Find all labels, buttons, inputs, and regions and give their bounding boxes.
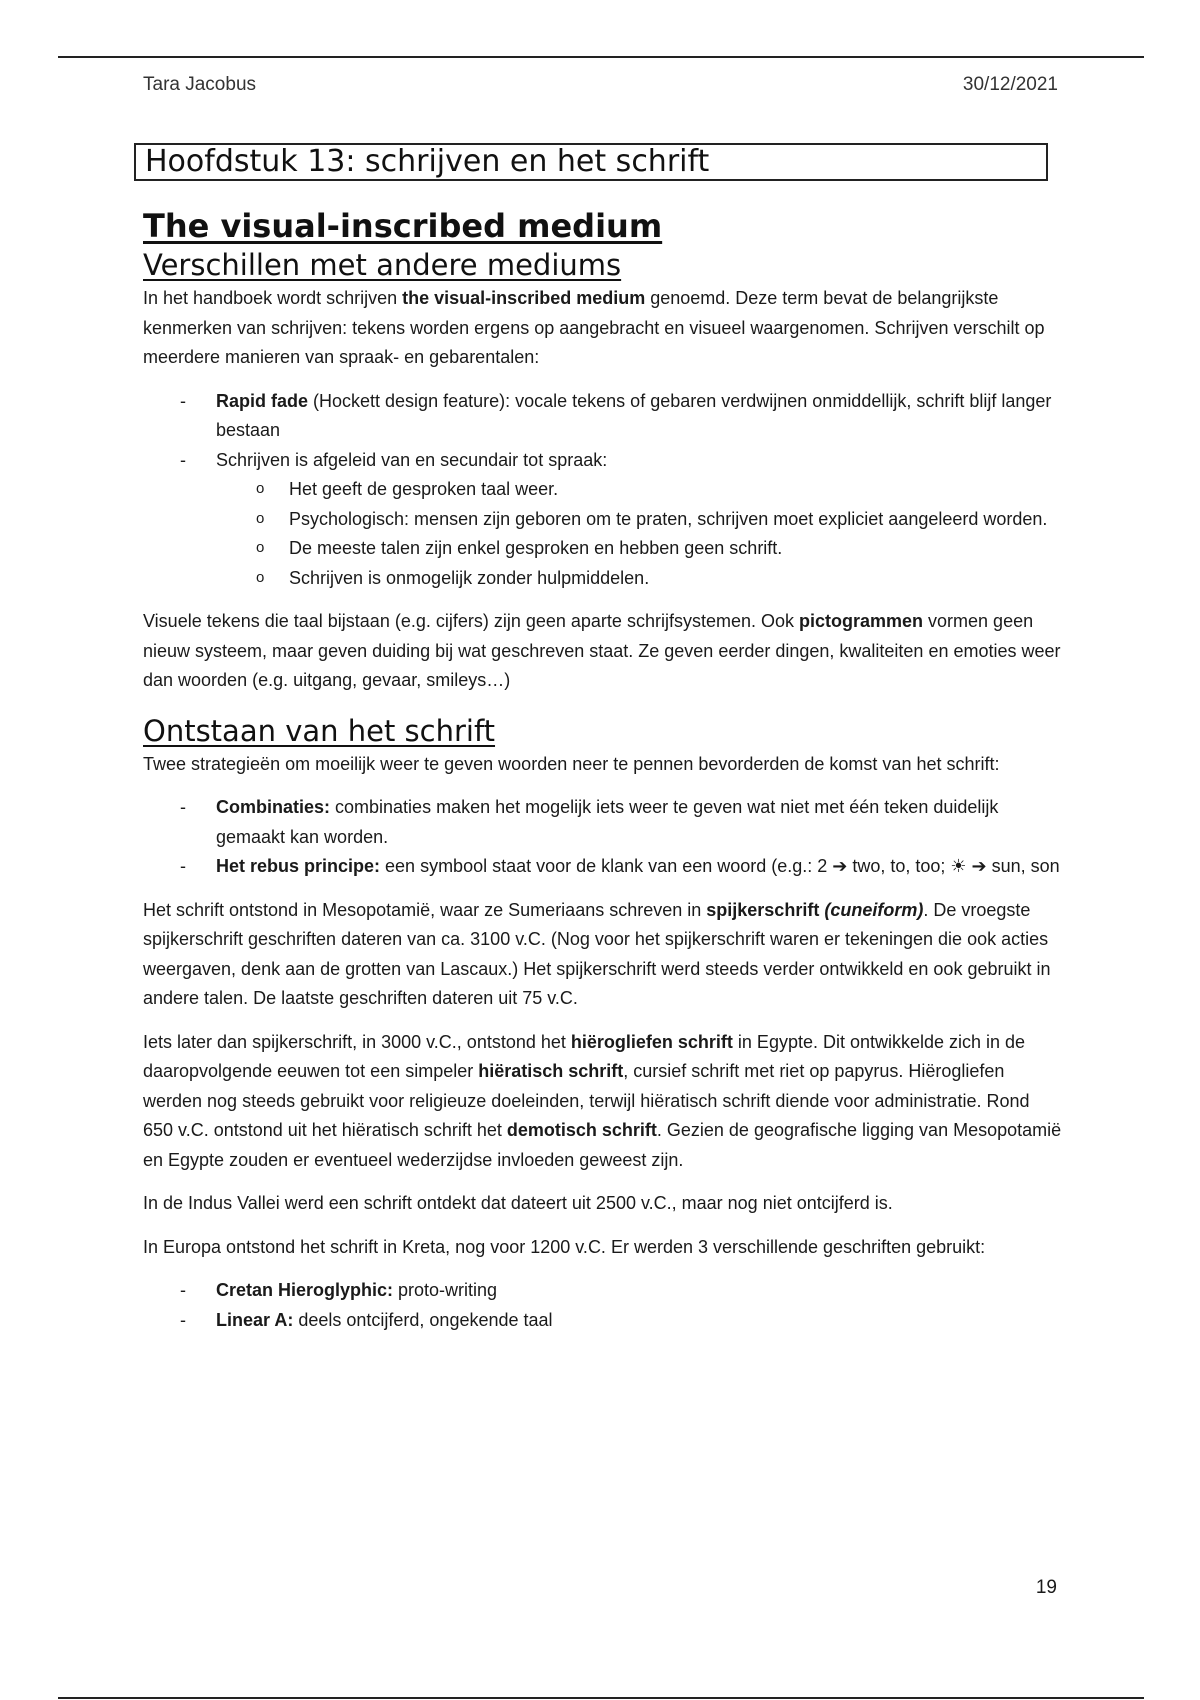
paragraph-europa: In Europa ontstond het schrift in Kreta, nog voor 1200 v.C. Er werden 3 verschillende geschriften gebruikt:: [143, 1236, 986, 1257]
page-content: [143, 143, 1063, 1349]
bullet-list-differences: [143, 387, 1063, 594]
paragraph-egypte: Iets later dan spijkerschrift, in 3000 v.C., ontstond het hiërogliefen schrift in Egypte. Dit ontwikkelde zich in de daaropvolgende eeuwen tot een simpeler hiëratisch schrift, cursief schrift met riet op papyrus. Hiërogliefen werden nog steeds gebruikt voor religieuze doeleinden, terwijl hiëratisch schrift diende voor administratie. Rond 650 v.C. ontstond uit het hiëratisch schrift het demotisch schrift. Gezien de geografische ligging van Mesopotamië en Egypte zouden er eventueel wederzijdse invloeden geweest zijn.: [143, 1031, 1062, 1170]
paragraph-pictogrammen: Visuele tekens die taal bijstaan (e.g. cijfers) zijn geen aparte schrijfsystemen. Ook pictogrammen vormen geen nieuw systeem, maar geven duiding bij wat geschreven staat. Ze geven eerder dingen, kwaliteiten en emoties weer dan woorden (e.g. uitgang, gevaar, smileys…): [143, 611, 1061, 690]
footer-rule: [58, 1697, 1144, 1699]
paragraph-intro: In het handboek wordt schrijven the visual-inscribed medium genoemd. Deze term bevat de belangrijkste kenmerken van schrijven: tekens worden ergens op aangebracht en visueel waargenomen. Schrijven verschilt op meerdere manieren van spraak- en gebarentalen:: [143, 288, 1045, 367]
paragraph-strategies: Twee strategieën om moeilijk weer te geven woorden neer te pennen bevorderden de komst van het schrift:: [143, 753, 1000, 774]
chapter-title: Hoofdstuk 13: schrijven en het schrift: [134, 143, 1048, 181]
subsection-title-verschillen: Verschillen met andere mediums: [143, 248, 622, 282]
paragraph-indus: In de Indus Vallei werd een schrift ontdekt dat dateert uit 2500 v.C., maar nog niet ontcijferd is.: [143, 1193, 893, 1213]
sub-list-item: o Psychologisch: mensen zijn geboren om te praten, schrijven moet expliciet aangeleerd worden.: [143, 505, 1063, 535]
author-name: Tara Jacobus: [143, 74, 257, 95]
list-item: - Cretan Hieroglyphic: proto-writing: [143, 1276, 1063, 1306]
bullet-list-crete: [143, 1276, 1063, 1335]
header-rule: [58, 56, 1144, 58]
bullet-list-strategies: [143, 793, 1063, 882]
sub-list-item: o De meeste talen zijn enkel gesproken en hebben geen schrift.: [143, 534, 1063, 564]
list-item: - Rapid fade (Hockett design feature): vocale tekens of gebaren verdwijnen onmiddellijk, schrift blijf langer bestaan: [143, 387, 1063, 446]
sub-list-item: o Het geeft de gesproken taal weer.: [143, 475, 1063, 505]
document-date: 30/12/2021: [962, 74, 1058, 95]
list-item: - Het rebus principe: een symbool staat voor de klank van een woord (e.g.: 2 ➔ two, to, too; ☀ ➔ sun, son: [143, 852, 1063, 882]
subsection-title-ontstaan: Ontstaan van het schrift: [143, 713, 496, 748]
page-number: 19: [1035, 1577, 1057, 1598]
paragraph-mesopotamie: Het schrift ontstond in Mesopotamië, waar ze Sumeriaans schreven in spijkerschrift (cuneiform). De vroegste spijkerschrift geschriften dateren van ca. 3100 v.C. (Nog voor het spijkerschrift waren er tekeningen die ook acties weergaven, denk aan de grotten van Lascaux.) Het spijkerschrift werd steeds verder ontwikkeld en ook gebruikt in andere talen. De laatste geschriften dateren uit 75 v.C.: [143, 899, 1051, 1008]
sub-list-item: o Schrijven is onmogelijk zonder hulpmiddelen.: [143, 564, 1063, 594]
sub-list: [216, 475, 1063, 593]
list-item: - Combinaties: combinaties maken het mogelijk iets weer te geven wat niet met één teken duidelijk gemaakt kan worden.: [143, 793, 1063, 852]
list-item: - Schrijven is afgeleid van en secundair tot spraak: o Het geeft de gesproken taal weer. o Psychologisch: mensen zijn geboren om te praten, schrijven moet expliciet aangeleerd worden. o De meeste talen zijn enkel gesproken en hebben geen schrift. o Schrijven is onmogelijk zonder hulpmiddelen.: [143, 446, 1063, 594]
list-item: - Linear A: deels ontcijferd, ongekende taal: [143, 1306, 1063, 1336]
section-title: The visual-inscribed medium: [143, 207, 663, 245]
